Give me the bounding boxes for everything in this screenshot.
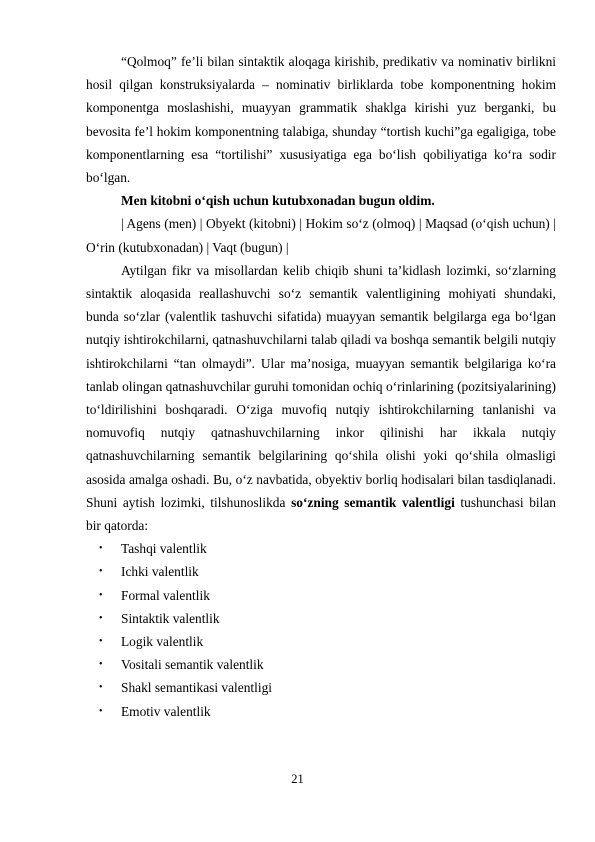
bullet-icon: • [99, 543, 103, 555]
list-item [86, 537, 556, 560]
document-page [86, 50, 556, 723]
term-semantic-valency: so‘zning semantik valentligi [291, 494, 455, 510]
list-item [86, 630, 556, 653]
list-item-label: Sintaktik valentlik [121, 610, 220, 626]
list-item [86, 560, 556, 583]
paragraph-qolmoq: “Qolmoq” fe’li bilan sintaktik aloqaga kirishib, predikativ va nominativ birlikni hosil qilgan konstruksiyalarda – nominativ birliklarda tobe komponentning hokim komponentga moslashishi, muayyan grammatik shaklga kirishi yuz berganki, bu bevosita fe’l hokim komponentning talabiga, shunday “tortish kuchi”ga egaligiga, tobe komponentlarning esa “tortilishi” xususiyatiga ega bo‘lish qobiliyatiga ko‘ra sodir bo‘lgan. [86, 54, 556, 186]
bullet-icon: • [99, 612, 103, 624]
list-item [86, 676, 556, 699]
paragraph-text-end: tushunchasi bilan bir qatorda: [86, 494, 557, 534]
paragraph-text-start: Aytilgan fikr va misollardan kelib chiqib shuni ta’kidlash lozimki, so‘zlarning sintaktik aloqasida reallashuvchi so‘z semantik valentligining mohiyati shundaki, bunda so‘zlar (valentlik tashuvchi sifatida) muayyan semantik belgilarga ega bo‘lgan nutqiy ishtirokchilarni, qatnashuvchilarni talab qiladi va boshqa semantik belgili nutqiy ishtirokchilarni “tan olmaydi”. Ular ma’nosiga, muayyan semantik belgilariga ko‘ra tanlab olingan qatnashuvchilar guruhi tomonidan ochiq o‘rinlarining (pozitsiyalarining) to‘ldirilishini boshqaradi. O‘ziga muvofiq nutqiy ishtirokchilarning tanlanishi va nomuvofiq nutqiy qatnashuvchilarning inkor qilinishi har ikkala nutqiy qatnashuvchilarning semantik belgilarining qo‘shila olishi yoki qo‘shila olmasligi asosida amalga oshadi. Bu, o‘z navbatida, obyektiv borliq hodisalari bilan tasdiqlanadi. Shuni aytish lozimki, tilshunoslikda [86, 262, 556, 510]
list-item-label: Shakl semantikasi valentligi [121, 680, 272, 696]
list-item-label: Logik valentlik [121, 634, 204, 650]
bullet-icon: • [99, 682, 103, 694]
list-item [86, 653, 556, 676]
page-number: 21 [291, 772, 304, 786]
bullet-icon: • [99, 659, 103, 671]
example-analysis: | Agens (men) | Obyekt (kitobni) | Hokim so‘z (olmoq) | Maqsad (o‘qish uchun) | O‘rin (kutubxonadan) | Vaqt (bugun) | [86, 216, 556, 255]
list-item-label: Vositali semantik valentlik [121, 657, 264, 673]
example-sentence: Men kitobni o‘qish uchun kutubxonadan bugun oldim. [121, 193, 435, 209]
valency-types-list [86, 537, 556, 723]
bullet-icon: • [99, 589, 103, 601]
list-item-label: Emotiv valentlik [121, 703, 211, 719]
list-item [86, 700, 556, 723]
list-item-label: Tashqi valentlik [121, 541, 207, 557]
list-item-label: Ichki valentlik [121, 564, 199, 580]
list-item-label: Formal valentlik [121, 587, 210, 603]
list-item [86, 584, 556, 607]
list-item [86, 607, 556, 630]
paragraph-semantic-valency [86, 259, 556, 537]
bullet-icon: • [99, 636, 103, 648]
bullet-icon: • [99, 566, 103, 578]
bullet-icon: • [99, 705, 103, 717]
